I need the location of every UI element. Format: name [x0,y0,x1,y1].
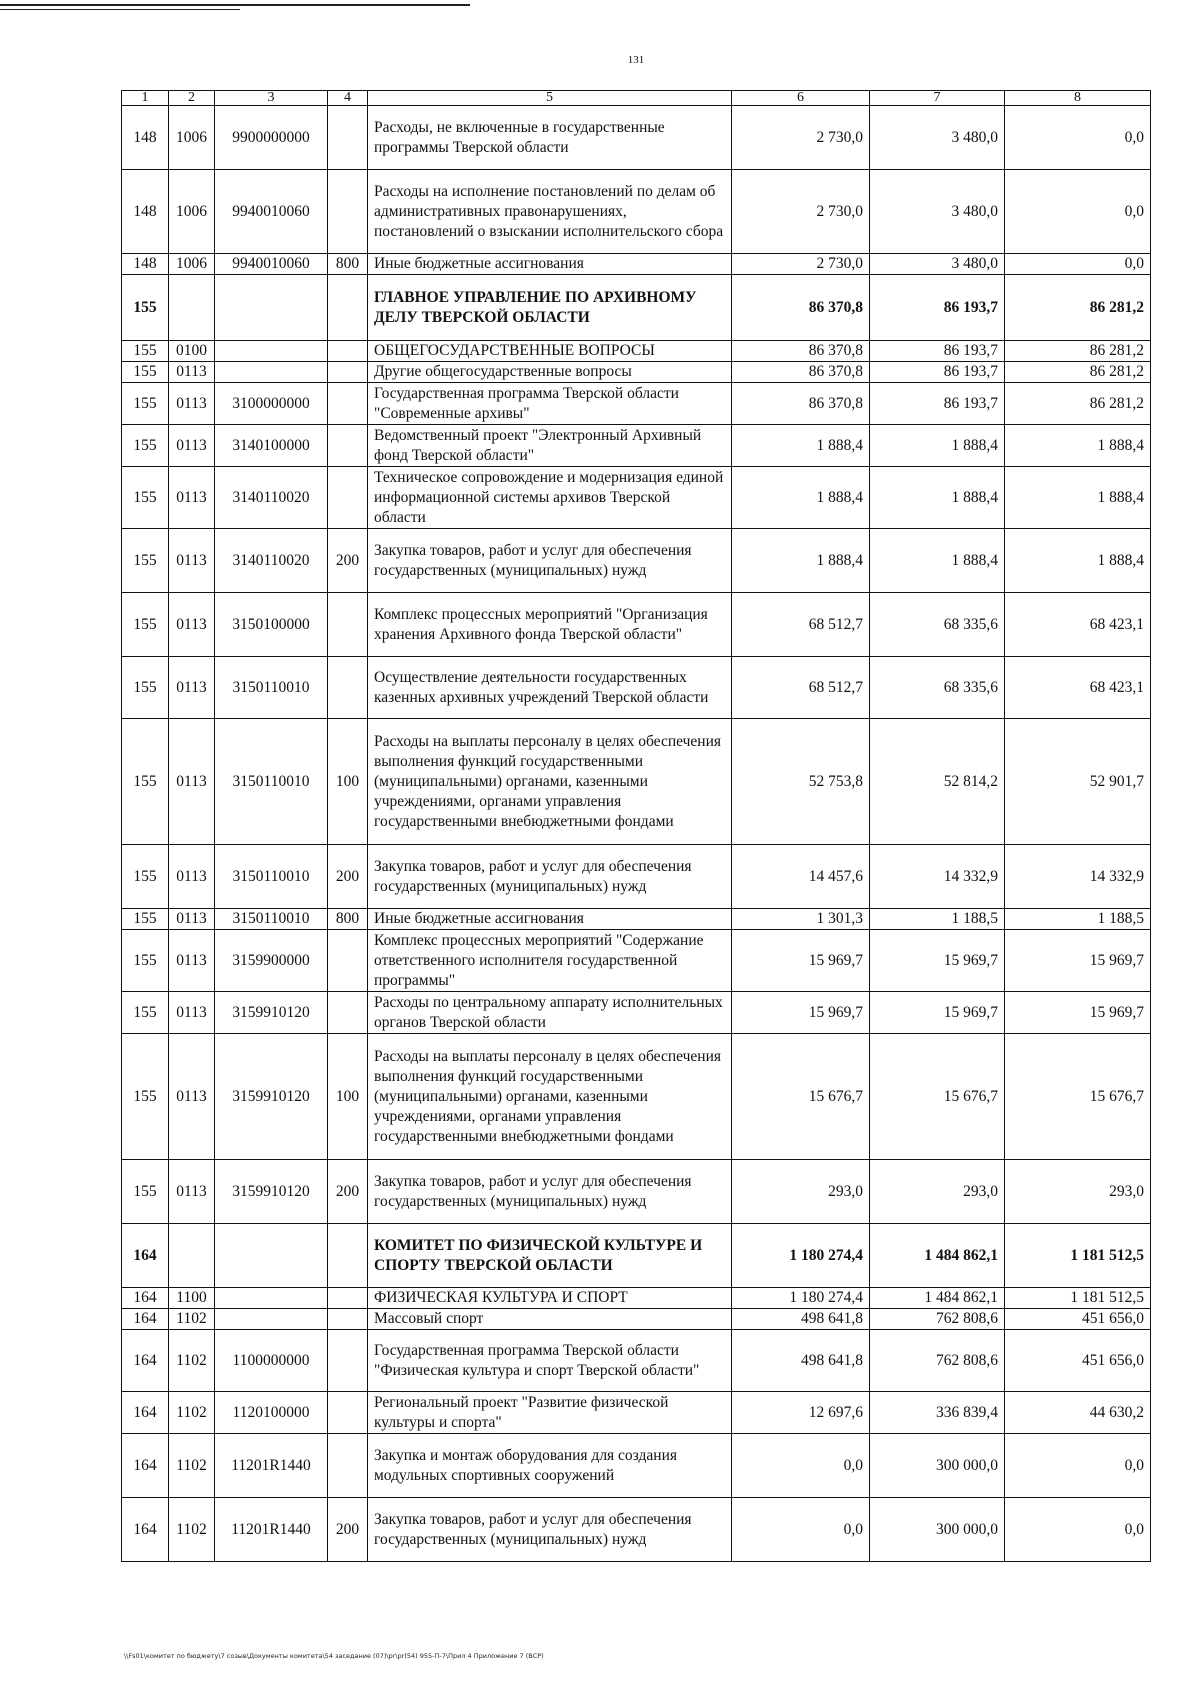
value-col6-cell: 293,0 [732,1160,870,1224]
description-cell: Массовый спорт [368,1309,732,1330]
code-rz-cell: 0113 [169,845,215,909]
value-col6-cell: 1 888,4 [732,529,870,593]
code-gr-cell: 155 [122,467,169,529]
value-col8-cell: 68 423,1 [1005,593,1151,657]
file-path-footer: \\Fs01\комитет по бюджету\7 созыв\Документы комитета\54 заседание (07)\pr\pr(54) 955-П-7\Прил 4 Приложение 7 (ВСР) [124,1652,544,1660]
description-cell: Техническое сопровождение и модернизация единой информационной системы архивов Тверской области [368,467,732,529]
description-cell: ГЛАВНОЕ УПРАВЛЕНИЕ ПО АРХИВНОМУ ДЕЛУ ТВЕРСКОЙ ОБЛАСТИ [368,275,732,341]
scan-artifact [0,9,240,10]
code-csr-cell: 11201R1440 [215,1434,328,1498]
scan-artifact [0,4,470,6]
code-gr-cell: 148 [122,170,169,254]
budget-table [121,90,1151,1562]
value-col8-cell: 86 281,2 [1005,362,1151,383]
value-col8-cell: 1 181 512,5 [1005,1224,1151,1288]
value-col8-cell: 86 281,2 [1005,341,1151,362]
description-cell: Расходы на выплаты персоналу в целях обеспечения выполнения функций государственными (муниципальными) органами, казенными учреждениями, органами управления государственными внебюджетными фондами [368,1034,732,1160]
code-rz-cell: 1006 [169,254,215,275]
value-col8-cell: 0,0 [1005,106,1151,170]
value-col6-cell: 86 370,8 [732,341,870,362]
table-row [122,1392,1151,1434]
value-col7-cell: 86 193,7 [870,383,1005,425]
code-rz-cell: 0100 [169,341,215,362]
value-col8-cell: 15 676,7 [1005,1034,1151,1160]
table-row [122,1498,1151,1562]
value-col8-cell: 1 181 512,5 [1005,1288,1151,1309]
value-col8-cell: 1 188,5 [1005,909,1151,930]
code-vr-cell [328,593,368,657]
value-col7-cell: 3 480,0 [870,106,1005,170]
code-vr-cell [328,1224,368,1288]
code-gr-cell: 155 [122,593,169,657]
table-row [122,1224,1151,1288]
code-rz-cell [169,1224,215,1288]
code-vr-cell: 200 [328,845,368,909]
col-header: 7 [870,91,1005,106]
table-row [122,1160,1151,1224]
col-header: 1 [122,91,169,106]
code-gr-cell: 155 [122,362,169,383]
value-col7-cell: 1 484 862,1 [870,1288,1005,1309]
code-csr-cell: 3140110020 [215,467,328,529]
code-gr-cell: 155 [122,1160,169,1224]
code-rz-cell: 0113 [169,657,215,719]
table-row [122,341,1151,362]
value-col7-cell: 68 335,6 [870,657,1005,719]
description-cell: Закупка товаров, работ и услуг для обеспечения государственных (муниципальных) нужд [368,1160,732,1224]
code-rz-cell: 0113 [169,467,215,529]
table-row [122,467,1151,529]
code-rz-cell: 0113 [169,930,215,992]
code-vr-cell [328,1330,368,1392]
code-csr-cell: 3140110020 [215,529,328,593]
value-col6-cell: 0,0 [732,1434,870,1498]
value-col8-cell: 44 630,2 [1005,1392,1151,1434]
value-col6-cell: 14 457,6 [732,845,870,909]
header-row [122,91,1151,106]
description-cell: Государственная программа Тверской области "Физическая культура и спорт Тверской области" [368,1330,732,1392]
code-rz-cell: 0113 [169,1160,215,1224]
value-col6-cell: 68 512,7 [732,657,870,719]
code-csr-cell: 3100000000 [215,383,328,425]
value-col6-cell: 86 370,8 [732,275,870,341]
value-col6-cell: 1 888,4 [732,467,870,529]
code-rz-cell: 0113 [169,719,215,845]
col-header: 3 [215,91,328,106]
code-vr-cell [328,425,368,467]
value-col6-cell: 1 180 274,4 [732,1288,870,1309]
code-gr-cell: 164 [122,1288,169,1309]
value-col6-cell: 1 180 274,4 [732,1224,870,1288]
code-gr-cell: 155 [122,341,169,362]
code-rz-cell [169,275,215,341]
value-col7-cell: 762 808,6 [870,1309,1005,1330]
col-header: 4 [328,91,368,106]
description-cell: Расходы на исполнение постановлений по делам об административных правонарушениях, постановлений о взыскании исполнительского сбора [368,170,732,254]
code-gr-cell: 155 [122,845,169,909]
code-gr-cell: 164 [122,1498,169,1562]
table-row [122,845,1151,909]
description-cell: Комплекс процессных мероприятий "Содержание ответственного исполнителя государственной программы" [368,930,732,992]
value-col7-cell: 15 676,7 [870,1034,1005,1160]
table-row [122,254,1151,275]
value-col6-cell: 2 730,0 [732,106,870,170]
code-gr-cell: 155 [122,1034,169,1160]
table-row [122,170,1151,254]
code-vr-cell: 800 [328,909,368,930]
value-col6-cell: 2 730,0 [732,254,870,275]
value-col7-cell: 1 888,4 [870,425,1005,467]
value-col8-cell: 86 281,2 [1005,275,1151,341]
value-col7-cell: 86 193,7 [870,362,1005,383]
code-csr-cell [215,1288,328,1309]
code-csr-cell: 9940010060 [215,170,328,254]
code-gr-cell: 164 [122,1224,169,1288]
code-rz-cell: 1100 [169,1288,215,1309]
value-col6-cell: 498 641,8 [732,1330,870,1392]
description-cell: Расходы по центральному аппарату исполнительных органов Тверской области [368,992,732,1034]
code-rz-cell: 1102 [169,1330,215,1392]
value-col7-cell: 3 480,0 [870,254,1005,275]
value-col7-cell: 1 484 862,1 [870,1224,1005,1288]
table-row [122,1288,1151,1309]
value-col7-cell: 3 480,0 [870,170,1005,254]
value-col8-cell: 1 888,4 [1005,467,1151,529]
code-csr-cell: 3159910120 [215,1034,328,1160]
description-cell: Ведомственный проект "Электронный Архивный фонд Тверской области" [368,425,732,467]
value-col6-cell: 2 730,0 [732,170,870,254]
value-col7-cell: 300 000,0 [870,1498,1005,1562]
value-col6-cell: 52 753,8 [732,719,870,845]
code-gr-cell: 148 [122,106,169,170]
description-cell: Комплекс процессных мероприятий "Организация хранения Архивного фонда Тверской области" [368,593,732,657]
value-col7-cell: 1 188,5 [870,909,1005,930]
code-vr-cell [328,1434,368,1498]
value-col8-cell: 0,0 [1005,1434,1151,1498]
code-rz-cell: 1006 [169,106,215,170]
code-vr-cell: 800 [328,254,368,275]
value-col7-cell: 300 000,0 [870,1434,1005,1498]
code-rz-cell: 0113 [169,593,215,657]
value-col8-cell: 14 332,9 [1005,845,1151,909]
code-csr-cell [215,1224,328,1288]
value-col6-cell: 15 969,7 [732,930,870,992]
description-cell: Иные бюджетные ассигнования [368,909,732,930]
table-row [122,1434,1151,1498]
description-cell: Закупка и монтаж оборудования для создания модульных спортивных сооружений [368,1434,732,1498]
value-col8-cell: 0,0 [1005,254,1151,275]
value-col8-cell: 293,0 [1005,1160,1151,1224]
code-rz-cell: 0113 [169,362,215,383]
code-rz-cell: 1102 [169,1434,215,1498]
value-col8-cell: 451 656,0 [1005,1309,1151,1330]
code-csr-cell [215,275,328,341]
code-csr-cell: 3140100000 [215,425,328,467]
value-col8-cell: 86 281,2 [1005,383,1151,425]
value-col8-cell: 15 969,7 [1005,930,1151,992]
code-gr-cell: 164 [122,1309,169,1330]
code-vr-cell: 200 [328,1498,368,1562]
value-col7-cell: 1 888,4 [870,467,1005,529]
value-col7-cell: 68 335,6 [870,593,1005,657]
col-header: 5 [368,91,732,106]
value-col8-cell: 1 888,4 [1005,529,1151,593]
code-vr-cell [328,1288,368,1309]
code-gr-cell: 155 [122,930,169,992]
code-rz-cell: 0113 [169,1034,215,1160]
table-row [122,362,1151,383]
code-rz-cell: 0113 [169,992,215,1034]
col-header: 2 [169,91,215,106]
value-col8-cell: 451 656,0 [1005,1330,1151,1392]
value-col6-cell: 86 370,8 [732,383,870,425]
code-gr-cell: 155 [122,909,169,930]
code-rz-cell: 0113 [169,529,215,593]
value-col8-cell: 1 888,4 [1005,425,1151,467]
code-rz-cell: 1102 [169,1498,215,1562]
code-csr-cell: 3150110010 [215,909,328,930]
code-vr-cell: 200 [328,529,368,593]
code-vr-cell: 100 [328,1034,368,1160]
code-gr-cell: 155 [122,657,169,719]
table-row [122,719,1151,845]
code-vr-cell [328,106,368,170]
value-col7-cell: 1 888,4 [870,529,1005,593]
value-col7-cell: 86 193,7 [870,275,1005,341]
description-cell: Государственная программа Тверской области "Современные архивы" [368,383,732,425]
code-rz-cell: 0113 [169,909,215,930]
value-col6-cell: 68 512,7 [732,593,870,657]
code-vr-cell [328,467,368,529]
code-vr-cell [328,170,368,254]
page-number: 131 [627,54,645,66]
description-cell: Закупка товаров, работ и услуг для обеспечения государственных (муниципальных) нужд [368,529,732,593]
value-col7-cell: 14 332,9 [870,845,1005,909]
value-col6-cell: 1 301,3 [732,909,870,930]
table-row [122,1309,1151,1330]
code-gr-cell: 164 [122,1434,169,1498]
code-rz-cell: 1102 [169,1309,215,1330]
description-cell: Расходы, не включенные в государственные программы Тверской области [368,106,732,170]
description-cell: ОБЩЕГОСУДАРСТВЕННЫЕ ВОПРОСЫ [368,341,732,362]
code-csr-cell: 3150110010 [215,719,328,845]
value-col8-cell: 15 969,7 [1005,992,1151,1034]
value-col7-cell: 336 839,4 [870,1392,1005,1434]
table-row [122,593,1151,657]
table-row [122,657,1151,719]
code-csr-cell: 3150100000 [215,593,328,657]
value-col6-cell: 15 969,7 [732,992,870,1034]
description-cell: КОМИТЕТ ПО ФИЗИЧЕСКОЙ КУЛЬТУРЕ И СПОРТУ ТВЕРСКОЙ ОБЛАСТИ [368,1224,732,1288]
table-row [122,106,1151,170]
code-vr-cell: 200 [328,1160,368,1224]
code-csr-cell: 3159910120 [215,1160,328,1224]
code-vr-cell [328,930,368,992]
table-row [122,425,1151,467]
value-col6-cell: 1 888,4 [732,425,870,467]
code-csr-cell: 3150110010 [215,845,328,909]
code-vr-cell [328,657,368,719]
code-rz-cell: 1006 [169,170,215,254]
description-cell: Закупка товаров, работ и услуг для обеспечения государственных (муниципальных) нужд [368,845,732,909]
value-col7-cell: 15 969,7 [870,992,1005,1034]
code-vr-cell [328,362,368,383]
code-vr-cell [328,992,368,1034]
code-vr-cell [328,275,368,341]
code-csr-cell: 3159900000 [215,930,328,992]
description-cell: Расходы на выплаты персоналу в целях обеспечения выполнения функций государственными (муниципальными) органами, казенными учреждениями, органами управления государственными внебюджетными фондами [368,719,732,845]
code-rz-cell: 1102 [169,1392,215,1434]
code-rz-cell: 0113 [169,383,215,425]
table-row [122,992,1151,1034]
value-col7-cell: 86 193,7 [870,341,1005,362]
code-csr-cell [215,362,328,383]
value-col7-cell: 293,0 [870,1160,1005,1224]
description-cell: Региональный проект "Развитие физической культуры и спорта" [368,1392,732,1434]
table-row [122,909,1151,930]
col-header: 8 [1005,91,1151,106]
code-gr-cell: 155 [122,383,169,425]
value-col8-cell: 68 423,1 [1005,657,1151,719]
table-row [122,383,1151,425]
code-csr-cell: 9940010060 [215,254,328,275]
code-gr-cell: 155 [122,275,169,341]
description-cell: Иные бюджетные ассигнования [368,254,732,275]
code-csr-cell: 3150110010 [215,657,328,719]
code-csr-cell [215,1309,328,1330]
code-gr-cell: 164 [122,1330,169,1392]
value-col6-cell: 86 370,8 [732,362,870,383]
code-csr-cell: 11201R1440 [215,1498,328,1562]
code-gr-cell: 155 [122,529,169,593]
code-vr-cell [328,383,368,425]
value-col8-cell: 0,0 [1005,1498,1151,1562]
table-row [122,1330,1151,1392]
col-header: 6 [732,91,870,106]
table-row [122,529,1151,593]
value-col7-cell: 52 814,2 [870,719,1005,845]
description-cell: Осуществление деятельности государственных казенных архивных учреждений Тверской области [368,657,732,719]
code-csr-cell: 9900000000 [215,106,328,170]
code-gr-cell: 155 [122,992,169,1034]
code-csr-cell: 3159910120 [215,992,328,1034]
code-vr-cell [328,341,368,362]
description-cell: ФИЗИЧЕСКАЯ КУЛЬТУРА И СПОРТ [368,1288,732,1309]
code-vr-cell [328,1392,368,1434]
code-gr-cell: 155 [122,425,169,467]
value-col7-cell: 762 808,6 [870,1330,1005,1392]
value-col7-cell: 15 969,7 [870,930,1005,992]
value-col8-cell: 52 901,7 [1005,719,1151,845]
code-vr-cell [328,1309,368,1330]
value-col6-cell: 12 697,6 [732,1392,870,1434]
code-gr-cell: 148 [122,254,169,275]
table-row [122,1034,1151,1160]
code-gr-cell: 155 [122,719,169,845]
code-gr-cell: 164 [122,1392,169,1434]
value-col8-cell: 0,0 [1005,170,1151,254]
description-cell: Другие общегосударственные вопросы [368,362,732,383]
value-col6-cell: 498 641,8 [732,1309,870,1330]
code-csr-cell: 1120100000 [215,1392,328,1434]
code-csr-cell [215,341,328,362]
code-rz-cell: 0113 [169,425,215,467]
value-col6-cell: 15 676,7 [732,1034,870,1160]
code-vr-cell: 100 [328,719,368,845]
value-col6-cell: 0,0 [732,1498,870,1562]
table-row [122,275,1151,341]
description-cell: Закупка товаров, работ и услуг для обеспечения государственных (муниципальных) нужд [368,1498,732,1562]
table-row [122,930,1151,992]
code-csr-cell: 1100000000 [215,1330,328,1392]
